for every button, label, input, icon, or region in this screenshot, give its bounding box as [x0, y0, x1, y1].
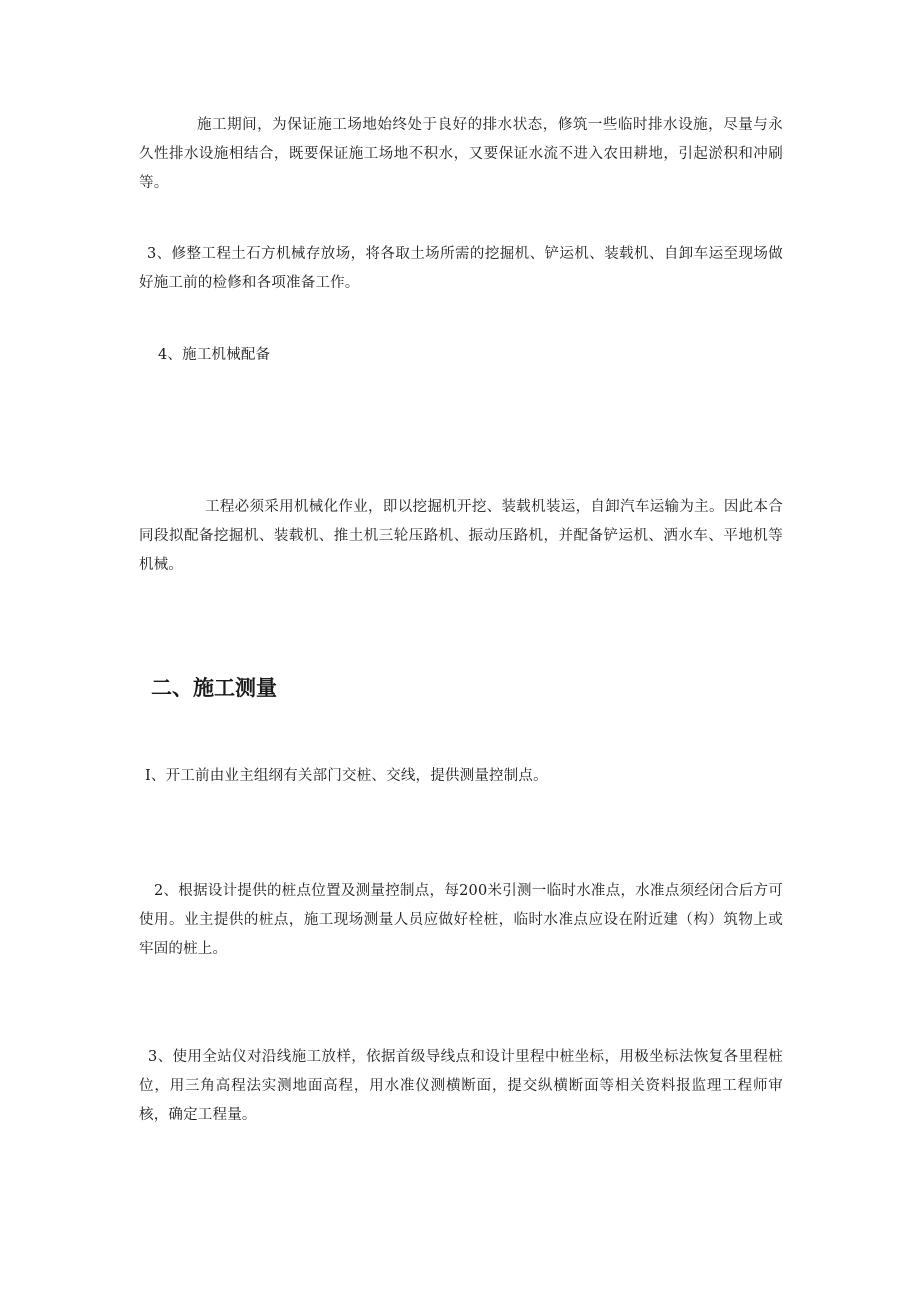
survey-item-2: 2、根据设计提供的桩点位置及测量控制点，每200米引测一临时水准点，水准点须经闭合后方可使用。业主提供的桩点，施工现场测量人员应做好栓桩，临时水准点应设在附近建（构）筑物上或牢固的桩上。	[139, 883, 783, 957]
survey-item-3: 3、使用全站仪对沿线施工放样，依据首级导线点和设计里程中桩坐标，用极坐标法恢复各里程桩位，用三角高程法实测地面高程，用水准仪测横断面，提交纵横断面等相关资料报监理工程师审核，确定工程量。	[139, 1049, 783, 1123]
paragraph-machinery-config-title: 4、施工机械配备	[158, 347, 271, 363]
paragraph-machinery-storage: 3、修整工程土石方机械存放场，将各取土场所需的挖掘机、铲运机、装载机、自卸车运至现场做好施工前的检修和各项准备工作。	[139, 246, 783, 291]
survey-item-1: I、开工前由业主组纲有关部门交桩、交线，提供测量控制点。	[145, 768, 548, 784]
section-heading: 二、施工测量	[151, 676, 277, 700]
paragraph-mechanization: 工程必须采用机械化作业，即以挖掘机开挖、装载机装运，自卸汽车运输为主。因此本合同段拟配备挖掘机、装载机、推土机三轮压路机、振动压路机，并配备铲运机、洒水车、平地机等机械。	[139, 499, 783, 573]
paragraph-drainage: 施工期间，为保证施工场地始终处于良好的排水状态，修筑一些临时排水设施，尽量与永久性排水设施相结合，既要保证施工场地不积水，又要保证水流不进入农田耕地，引起淤积和冲刷等。	[139, 117, 783, 191]
